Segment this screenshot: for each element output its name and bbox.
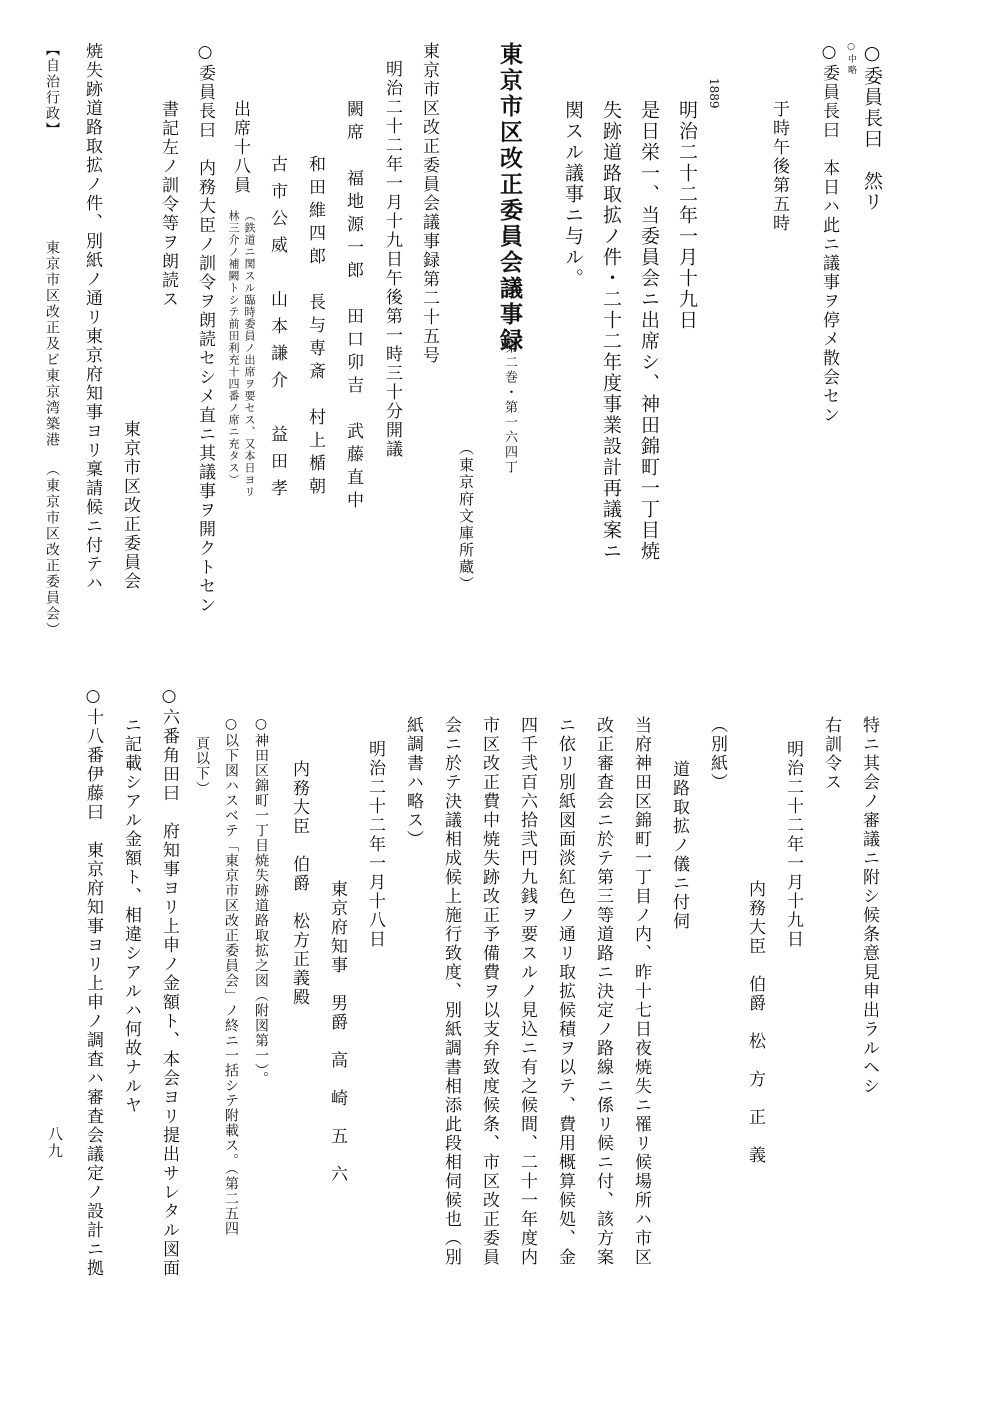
petition-line-6: 会ニ於テ決議相成候上施行致度、別紙調書相添此段相伺候也（別 — [441, 716, 461, 1267]
document-title: 東京市区改正委員会議事録 — [496, 42, 523, 354]
directive-closing: 右訓令ス — [821, 716, 841, 792]
subject-note: （東京市区改正委員会） — [44, 462, 60, 638]
title-volume: 第二巻・第一六四丁 — [502, 340, 517, 475]
petition-line-2: 改正審査会ニ於テ第三等道路ニ決定ノ路線ニ係リ候ニ付、該方案 — [593, 716, 613, 1267]
record-number: 東京市区改正委員会議事録第二十五号 — [419, 42, 439, 365]
absent-members-2: 和田維四郎 長与専斎 村上楯朝 — [305, 155, 325, 500]
figure-note-3: 頁以下） — [194, 736, 210, 796]
clerk-reading: 書記左ノ訓令等ヲ朗読ス — [158, 100, 178, 309]
speaker-6-line-1: ○六番角田曰 府知事ヨリ上申ノ金額ト、本会ヨリ提出サレタル図面 — [159, 686, 179, 1278]
petition-line-5: 市区改正費中焼失跡改正予備費ヲ以支弁致度候条、市区改正委員 — [479, 716, 499, 1267]
subject-label: 東京市区改正及ビ東京湾築港 — [44, 240, 60, 448]
figure-note-1: ○神田区錦町一丁目焼失跡道路取拡之図（附図第一）。 — [253, 716, 269, 1086]
directive-date: 明治二十二年一月十九日 — [783, 740, 803, 949]
attachment-label: （別紙） — [707, 716, 727, 792]
petition-line-7: 紙調書ハ略ス） — [403, 716, 423, 849]
year-annotation: 1889 — [707, 78, 721, 109]
petition-date: 明治二十二年一月十八日 — [365, 740, 385, 949]
speaker-18-line-1: ○十八番伊藤曰 東京府知事ヨリ上申ノ調査ハ審査会議定ノ設計ニ拠 — [83, 686, 103, 1278]
directive-line-2: 特ニ其会ノ審議ニ附シ候条意見申出ラルヘシ — [859, 716, 879, 1096]
attendance-note-a: （鉄道ニ関スル臨時委員ノ出席ヲ要セス、又本日ヨリ — [243, 210, 256, 498]
petition-line-3: ニ依リ別紙図面淡紅色ノ通リ取拡候積ヲ以テ、費用概算候処、金 — [555, 716, 575, 1267]
attendance-note-b: 林三介ノ補闕トシテ前田利充十四番ノ席ニ充タス） — [227, 210, 240, 486]
section-label: 【自治行政】 — [44, 42, 60, 138]
attendance-count: 出席十八員 — [230, 100, 250, 195]
line-adjourn-time: 于時午後第五時 — [769, 100, 789, 233]
source-archive: （東京府文庫所蔵） — [457, 440, 475, 593]
line-chairman-agree: ○委員長曰 然リ — [861, 42, 883, 213]
petition-line-4: 四千弐百六拾弐円九銭ヲ要スルノ見込ニ有之候間、二十一年度内 — [517, 716, 537, 1267]
figure-note-2: ○以下図ハスベテ「東京市区改正委員会」ノ終ニ一括シテ附載ス。（第二五四 — [223, 716, 239, 1236]
line-omitted-note: ○中略 — [846, 42, 856, 76]
committee-address: 東京市区改正委員会 — [120, 420, 140, 591]
absent-members-1: 闕席 福地源一郎 田口卯吉 武藤直中 — [343, 100, 363, 514]
summary-line-3: 関スル議事ニ与ル。 — [562, 100, 584, 289]
chairman-reading: ○委員長曰 内務大臣ノ訓令ヲ朗読セシメ直ニ其議事ヲ開クトセン — [195, 42, 215, 615]
petition-addressee: 内務大臣 伯爵 松方正義殿 — [289, 760, 309, 1007]
line-chairman-adjourn: ○委員長曰 本日ハ此ニ議事ヲ停メ散会セン — [819, 42, 839, 425]
page-number: 八九 — [46, 1126, 64, 1160]
session-opened: 明治二十二年一月十九日午後第一時三十分開議 — [382, 60, 402, 459]
speaker-6-line-2: ニ記載シアル金額ト、相違シアルハ何故ナルヤ — [121, 716, 141, 1115]
summary-line-1: 是日栄一、当委員会ニ出席シ、神田錦町一丁目焼 — [638, 100, 660, 562]
summary-line-2: 失跡道路取拡ノ件・二十二年度事業設計再議案ニ — [600, 100, 622, 562]
date-heading: 明治二十二年一月十九日 — [676, 100, 698, 331]
directive-signatory: 内務大臣 伯爵 松 方 正 義 — [745, 880, 765, 1165]
attachment-heading: 道路取拡ノ儀ニ付伺 — [669, 760, 689, 931]
petition-line-1: 当府神田区錦町一丁目ノ内、昨十七日夜焼失ニ罹リ候場所ハ市区 — [631, 716, 651, 1267]
absent-members-3: 古市公威 山本謙介 益田孝 — [267, 155, 287, 506]
petition-signatory: 東京府知事 男爵 高 崎 五 六 — [327, 880, 347, 1184]
directive-line-1: 焼失跡道路取拡ノ件、別紙ノ通リ東京府知事ヨリ稟請候ニ付テハ — [82, 42, 102, 593]
